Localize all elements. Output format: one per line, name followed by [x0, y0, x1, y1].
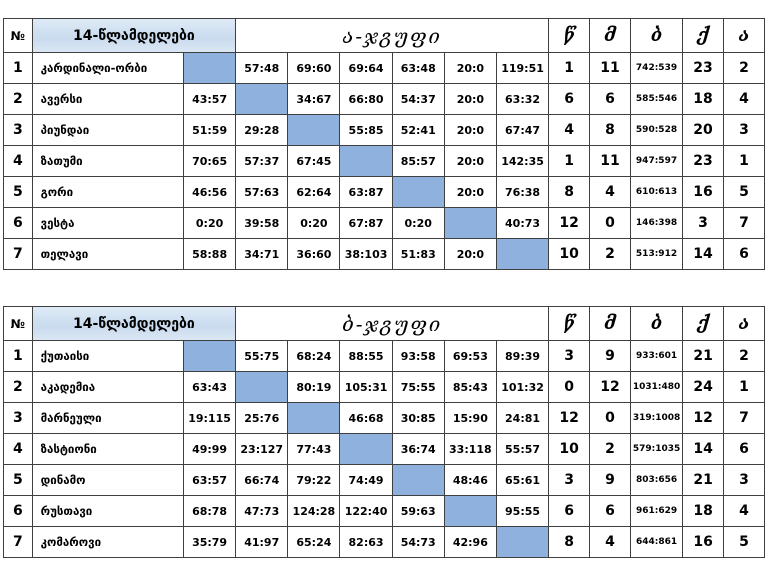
team-name: კარდინალი-ორბი — [32, 53, 183, 84]
score-cell: 24:81 — [496, 403, 548, 434]
stat-cell: 513:912 — [630, 239, 682, 270]
stat-header: ქ — [683, 19, 724, 53]
score-cell: 0:20 — [392, 208, 444, 239]
score-cell: 119:51 — [496, 53, 548, 84]
table-row — [4, 146, 765, 177]
score-cell: 52:41 — [392, 115, 444, 146]
stat-cell: 0 — [590, 208, 631, 239]
stat-cell: 4 — [724, 496, 765, 527]
score-cell: 68:24 — [288, 341, 340, 372]
table-row — [4, 496, 765, 527]
row-number: 3 — [4, 403, 33, 434]
row-number: 1 — [4, 341, 33, 372]
score-cell: 101:32 — [496, 372, 548, 403]
header-row — [4, 19, 765, 53]
self-match-cell — [392, 465, 444, 496]
score-cell: 25:76 — [236, 403, 288, 434]
team-name: ზათუმი — [32, 146, 183, 177]
group-a-table — [3, 18, 765, 270]
self-match-cell — [392, 177, 444, 208]
stat-cell: 8 — [549, 527, 590, 558]
score-cell: 122:40 — [340, 496, 392, 527]
score-cell: 20:0 — [444, 53, 496, 84]
score-cell: 66:74 — [236, 465, 288, 496]
team-name: ზასტიონი — [32, 434, 183, 465]
stat-cell: 10 — [549, 434, 590, 465]
stat-cell: 7 — [724, 208, 765, 239]
stat-cell: 11 — [590, 53, 631, 84]
stat-header: ა — [724, 19, 765, 53]
stat-cell: 9 — [590, 341, 631, 372]
stat-cell: 0 — [549, 372, 590, 403]
score-cell: 51:59 — [184, 115, 236, 146]
table-row — [4, 53, 765, 84]
score-cell: 67:47 — [496, 115, 548, 146]
score-cell: 40:73 — [496, 208, 548, 239]
score-cell: 49:99 — [183, 434, 235, 465]
stat-cell: 0 — [590, 403, 631, 434]
score-cell: 20:0 — [444, 239, 496, 270]
stat-cell: 961:629 — [630, 496, 682, 527]
stat-cell: 18 — [683, 84, 724, 115]
score-cell: 95:55 — [496, 496, 548, 527]
stat-cell: 590:528 — [630, 115, 682, 146]
table-row — [4, 372, 765, 403]
team-name: დინამო — [32, 465, 183, 496]
stat-cell: 8 — [549, 177, 590, 208]
score-cell: 20:0 — [444, 84, 496, 115]
score-cell: 76:38 — [496, 177, 548, 208]
stat-header: ბ — [630, 19, 682, 53]
score-cell: 38:103 — [340, 239, 392, 270]
stat-cell: 7 — [724, 403, 765, 434]
stat-header: მ — [590, 19, 631, 53]
score-cell: 36:60 — [288, 239, 340, 270]
score-cell: 93:58 — [392, 341, 444, 372]
group-b-table — [3, 306, 765, 558]
score-cell: 55:75 — [236, 341, 288, 372]
stat-cell: 14 — [683, 239, 724, 270]
score-cell: 85:57 — [392, 146, 444, 177]
score-cell: 77:43 — [288, 434, 340, 465]
score-cell: 75:55 — [392, 372, 444, 403]
score-cell: 124:28 — [288, 496, 340, 527]
stat-cell: 742:539 — [630, 53, 682, 84]
score-cell: 105:31 — [340, 372, 392, 403]
table-row — [4, 527, 765, 558]
row-number: 2 — [4, 372, 33, 403]
stat-cell: 11 — [590, 146, 631, 177]
stat-cell: 10 — [549, 239, 590, 270]
score-cell: 70:65 — [184, 146, 236, 177]
stat-cell: 803:656 — [630, 465, 682, 496]
team-name: რუსთავი — [32, 496, 183, 527]
stat-cell: 16 — [683, 527, 724, 558]
row-number: 5 — [4, 177, 33, 208]
score-cell: 0:20 — [288, 208, 340, 239]
self-match-cell — [496, 239, 548, 270]
score-cell: 59:63 — [392, 496, 444, 527]
table-row — [4, 84, 765, 115]
score-cell: 46:56 — [184, 177, 236, 208]
self-match-cell — [183, 341, 235, 372]
stat-cell: 3 — [549, 465, 590, 496]
score-cell: 19:115 — [183, 403, 235, 434]
header-row — [4, 307, 765, 341]
row-number: 6 — [4, 208, 33, 239]
table-row — [4, 208, 765, 239]
stat-cell: 6 — [549, 496, 590, 527]
stat-header: ბ — [630, 307, 682, 341]
row-number: 2 — [4, 84, 33, 115]
table-row — [4, 115, 765, 146]
score-cell: 36:74 — [392, 434, 444, 465]
stat-cell: 3 — [724, 115, 765, 146]
score-cell: 63:87 — [340, 177, 392, 208]
stat-header: წ — [549, 307, 590, 341]
score-cell: 47:73 — [236, 496, 288, 527]
stat-cell: 1 — [724, 146, 765, 177]
score-cell: 39:58 — [236, 208, 288, 239]
number-header: № — [4, 307, 33, 341]
row-number: 7 — [4, 527, 33, 558]
stat-cell: 21 — [683, 341, 724, 372]
self-match-cell — [340, 434, 392, 465]
stat-cell: 947:597 — [630, 146, 682, 177]
score-cell: 20:0 — [444, 146, 496, 177]
score-cell: 41:97 — [236, 527, 288, 558]
row-number: 7 — [4, 239, 33, 270]
row-number: 3 — [4, 115, 33, 146]
team-name: კომაროვი — [32, 527, 183, 558]
score-cell: 88:55 — [340, 341, 392, 372]
score-cell: 79:22 — [288, 465, 340, 496]
stat-cell: 12 — [549, 208, 590, 239]
stat-cell: 1 — [724, 372, 765, 403]
team-name: თელავი — [32, 239, 183, 270]
score-cell: 57:48 — [236, 53, 288, 84]
score-cell: 34:67 — [288, 84, 340, 115]
score-cell: 43:57 — [184, 84, 236, 115]
score-cell: 74:49 — [340, 465, 392, 496]
self-match-cell — [288, 403, 340, 434]
team-name: ავერსი — [32, 84, 183, 115]
row-number: 1 — [4, 53, 33, 84]
stat-cell: 146:398 — [630, 208, 682, 239]
stat-cell: 5 — [724, 177, 765, 208]
stat-cell: 319:1008 — [630, 403, 682, 434]
stat-cell: 4 — [590, 527, 631, 558]
score-cell: 57:37 — [236, 146, 288, 177]
team-name: პიუნდაი — [32, 115, 183, 146]
row-number: 4 — [4, 146, 33, 177]
score-cell: 69:64 — [340, 53, 392, 84]
stat-cell: 4 — [724, 84, 765, 115]
stat-cell: 2 — [590, 239, 631, 270]
score-cell: 55:85 — [340, 115, 392, 146]
score-cell: 142:35 — [496, 146, 548, 177]
score-cell: 35:79 — [183, 527, 235, 558]
score-cell: 20:0 — [444, 115, 496, 146]
score-cell: 69:60 — [288, 53, 340, 84]
group-title: ბ-ჯგუფი — [236, 307, 549, 341]
row-number: 6 — [4, 496, 33, 527]
score-cell: 67:45 — [288, 146, 340, 177]
score-cell: 30:85 — [392, 403, 444, 434]
self-match-cell — [184, 53, 236, 84]
stat-header: ა — [724, 307, 765, 341]
table-row — [4, 465, 765, 496]
score-cell: 46:68 — [340, 403, 392, 434]
score-cell: 85:43 — [444, 372, 496, 403]
stat-cell: 579:1035 — [630, 434, 682, 465]
stat-cell: 3 — [724, 465, 765, 496]
row-number: 5 — [4, 465, 33, 496]
stat-cell: 12 — [549, 403, 590, 434]
score-cell: 68:78 — [183, 496, 235, 527]
stat-cell: 4 — [590, 177, 631, 208]
score-cell: 55:57 — [496, 434, 548, 465]
score-cell: 48:46 — [444, 465, 496, 496]
score-cell: 82:63 — [340, 527, 392, 558]
stat-cell: 6 — [590, 84, 631, 115]
self-match-cell — [236, 372, 288, 403]
score-cell: 63:43 — [183, 372, 235, 403]
score-cell: 80:19 — [288, 372, 340, 403]
score-cell: 33:118 — [444, 434, 496, 465]
stat-cell: 6 — [549, 84, 590, 115]
self-match-cell — [444, 208, 496, 239]
stat-cell: 16 — [683, 177, 724, 208]
score-cell: 69:53 — [444, 341, 496, 372]
self-match-cell — [340, 146, 392, 177]
score-cell: 65:24 — [288, 527, 340, 558]
score-cell: 34:71 — [236, 239, 288, 270]
score-cell: 20:0 — [444, 177, 496, 208]
self-match-cell — [444, 496, 496, 527]
team-name: მარნეული — [32, 403, 183, 434]
stat-cell: 2 — [724, 53, 765, 84]
score-cell: 58:88 — [184, 239, 236, 270]
score-cell: 63:32 — [496, 84, 548, 115]
stat-header: ქ — [683, 307, 724, 341]
stat-cell: 3 — [549, 341, 590, 372]
score-cell: 42:96 — [444, 527, 496, 558]
team-name: აკადემია — [32, 372, 183, 403]
stat-cell: 3 — [683, 208, 724, 239]
table-row — [4, 434, 765, 465]
score-cell: 57:63 — [236, 177, 288, 208]
stat-cell: 12 — [683, 403, 724, 434]
group-title: ა-ჯგუფი — [236, 19, 549, 53]
team-name: ვესტა — [32, 208, 183, 239]
self-match-cell — [236, 84, 288, 115]
stat-cell: 644:861 — [630, 527, 682, 558]
self-match-cell — [288, 115, 340, 146]
stat-cell: 23 — [683, 146, 724, 177]
stat-cell: 20 — [683, 115, 724, 146]
score-cell: 15:90 — [444, 403, 496, 434]
age-category-label: 14-წლამდელები — [32, 307, 236, 341]
stat-cell: 1031:480 — [630, 372, 682, 403]
stat-cell: 24 — [683, 372, 724, 403]
stat-cell: 6 — [590, 496, 631, 527]
stat-cell: 9 — [590, 465, 631, 496]
table-row — [4, 403, 765, 434]
stat-cell: 21 — [683, 465, 724, 496]
stat-cell: 18 — [683, 496, 724, 527]
stat-cell: 610:613 — [630, 177, 682, 208]
number-header: № — [4, 19, 33, 53]
stat-cell: 6 — [724, 434, 765, 465]
table-row — [4, 341, 765, 372]
score-cell: 65:61 — [496, 465, 548, 496]
stat-cell: 6 — [724, 239, 765, 270]
team-name: გორი — [32, 177, 183, 208]
team-name: ქუთაისი — [32, 341, 183, 372]
score-cell: 54:73 — [392, 527, 444, 558]
stat-cell: 12 — [590, 372, 631, 403]
stat-cell: 23 — [683, 53, 724, 84]
stat-cell: 1 — [549, 53, 590, 84]
table-row — [4, 177, 765, 208]
score-cell: 51:83 — [392, 239, 444, 270]
stat-header: წ — [549, 19, 590, 53]
stat-cell: 2 — [590, 434, 631, 465]
score-cell: 29:28 — [236, 115, 288, 146]
score-cell: 63:48 — [392, 53, 444, 84]
stat-cell: 4 — [549, 115, 590, 146]
score-cell: 63:57 — [183, 465, 235, 496]
score-cell: 89:39 — [496, 341, 548, 372]
table-row — [4, 239, 765, 270]
stat-cell: 14 — [683, 434, 724, 465]
self-match-cell — [496, 527, 548, 558]
stat-cell: 2 — [724, 341, 765, 372]
stat-cell: 933:601 — [630, 341, 682, 372]
stat-cell: 8 — [590, 115, 631, 146]
stat-cell: 1 — [549, 146, 590, 177]
score-cell: 62:64 — [288, 177, 340, 208]
age-category-label: 14-წლამდელები — [32, 19, 236, 53]
row-number: 4 — [4, 434, 33, 465]
score-cell: 67:87 — [340, 208, 392, 239]
score-cell: 23:127 — [236, 434, 288, 465]
score-cell: 66:80 — [340, 84, 392, 115]
stat-cell: 585:546 — [630, 84, 682, 115]
score-cell: 54:37 — [392, 84, 444, 115]
score-cell: 0:20 — [184, 208, 236, 239]
stat-cell: 5 — [724, 527, 765, 558]
stat-header: მ — [590, 307, 631, 341]
